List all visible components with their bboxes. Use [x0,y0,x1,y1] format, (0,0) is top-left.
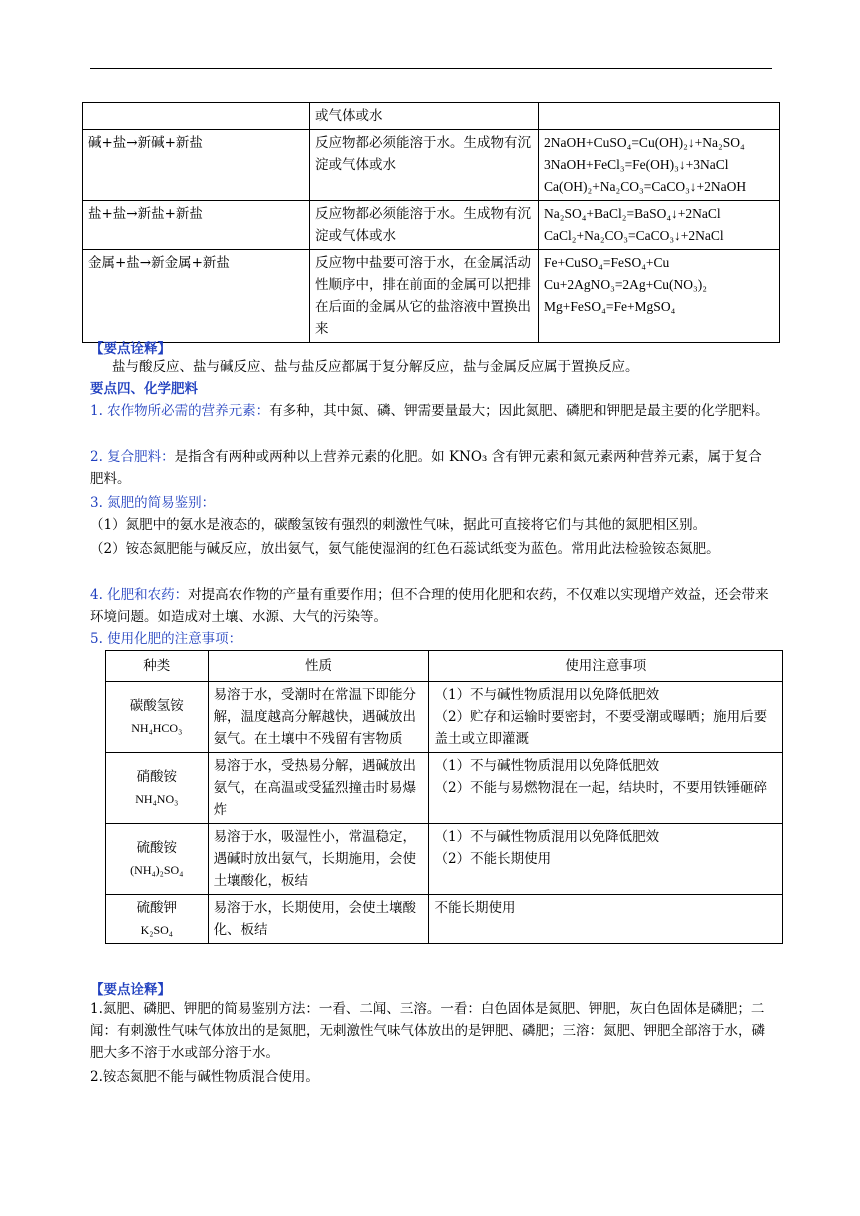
fertilizer-name-cell [106,682,209,753]
condition-cell: 反应物都必须能溶于水。生成物有沉淀或气体或水 [310,201,539,250]
point-4 [90,584,774,628]
equation: Mg+FeSO₄=Fe+MgSO₄ [544,299,676,314]
property-cell: 易溶于水，长期使用，会使土壤酸化、板结 [208,895,429,944]
note-title: 【要点诠释】 [90,341,171,357]
usage-cell [429,753,783,824]
usage-cell [429,824,783,895]
usage-note: （1）不与碱性物质混用以免降低肥效 [434,758,660,774]
usage-note: （2）不能长期使用 [434,851,552,867]
column-header: 使用注意事项 [429,651,783,682]
column-header: 种类 [106,651,209,682]
condition-cell: 或气体或水 [310,103,539,130]
equation: 3NaOH+FeCl₃=Fe(OH)₃↓+3NaCl [544,157,729,172]
fertilizer-name: 硫酸铵 [136,840,178,856]
example-cell [539,201,780,250]
fertilizer-name: 碳酸氢铵 [129,698,184,714]
property-cell: 易溶于水，受热易分解，遇碱放出氨气，在高温或受猛烈撞击时易爆炸 [208,753,429,824]
fertilizer-name: 硫酸钾 [136,900,178,916]
usage-note: （2）不能与易燃物混在一起，结块时，不要用铁锤砸碎 [434,780,768,796]
point-heading: 2. 复合肥料： [90,449,175,465]
header-rule [90,68,772,69]
condition-cell: 反应物都必须能溶于水。生成物有沉淀或气体或水 [310,130,539,201]
usage-cell [429,895,783,944]
table-row [106,895,783,944]
point-3-heading: 3. 氮肥的简易鉴别： [90,495,216,511]
section-title: 要点四、化学肥料 [90,381,198,397]
point-heading: 1. 农作物所必需的营养元素： [90,403,270,419]
equation: Na₂SO₄+BaCl₂=BaSO₄↓+2NaCl [544,206,721,221]
usage-note: （1）不与碱性物质混用以免降低肥效 [434,829,660,845]
condition-cell: 反应物中盐要可溶于水，在金属活动性顺序中，排在前面的金属可以把排在后面的金属从它的盐溶液中置换出来 [310,250,539,343]
equation: Fe+CuSO₄=FeSO₄+Cu [544,255,670,270]
reaction-table [82,102,780,343]
example-cell [539,130,780,201]
fertilizer-formula: K₂SO₄ [140,923,173,937]
reaction-type-cell [83,103,310,130]
point-3-line-2: （2）铵态氮肥能与碱反应，放出氨气，氨气能使湿润的红色石蕊试纸变为蓝色。常用此法检验铵态氮肥。 [90,541,720,557]
usage-cell [429,682,783,753]
fertilizer-formula: (NH₄)₂SO₄ [130,863,184,877]
point-3-line-1: （1）氮肥中的氨水是液态的，碳酸氢铵有强烈的刺激性气味，据此可直接将它们与其他的氮肥相区别。 [90,517,707,533]
equation: 2NaOH+CuSO₄=Cu(OH)₂↓+Na₂SO₄ [544,135,745,150]
fertilizer-name-cell [106,753,209,824]
point-body: 对提高农作物的产量有重要作用；但不合理的使用化肥和农药，不仅难以实现增产效益，还会带来环境问题。如造成对土壤、水源、大气的污染等。 [90,587,769,625]
fertilizer-table [105,650,783,944]
usage-note: （1）不与碱性物质混用以免降低肥效 [434,687,660,703]
fertilizer-name-cell [106,895,209,944]
reaction-type-cell: 金属+盐→新金属+新盐 [83,250,310,343]
table-header-row [106,651,783,682]
usage-note: （2）贮存和运输时要密封，不要受潮或曝晒；施用后要盖土或立即灌溉 [434,709,768,747]
fertilizer-name: 硝酸铵 [136,769,178,785]
table-row [83,130,780,201]
example-cell [539,103,780,130]
table-row [106,824,783,895]
table-row [83,103,780,130]
table-row [83,250,780,343]
fertilizer-formula: NH₄NO₃ [135,792,179,806]
equation: CaCl₂+Na₂CO₃=CaCO₃↓+2NaCl [544,228,724,243]
fertilizer-formula: NH₄HCO₃ [131,721,183,735]
property-cell: 易溶于水，吸湿性小，常温稳定，遇碱时放出氨气，长期施用，会使土壤酸化，板结 [208,824,429,895]
table-row [106,682,783,753]
equation: Cu+2AgNO₃=2Ag+Cu(NO₃)₂ [544,277,707,292]
property-cell: 易溶于水，受潮时在常温下即能分解，温度越高分解越快，遇碱放出氨气。在土壤中不残留有害物质 [208,682,429,753]
point-body: 是指含有两种或两种以上营养元素的化肥。如 KNO₃ 含有钾元素和氮元素两种营养元素，属于复合肥料。 [90,449,762,487]
note-paragraph-1: 1.氮肥、磷肥、钾肥的简易鉴别方法：一看、二闻、三溶。一看：白色固体是氮肥、钾肥，灰白色固体是磷肥；二闻：有刺激性气味气体放出的是氮肥，无刺激性气味气体放出的是钾肥、磷肥；三溶：氮肥、钾肥全部溶于水，磷肥大多不溶于水或部分溶于水。 [90,1001,765,1061]
table-row [83,201,780,250]
note-text: 盐与酸反应、盐与碱反应、盐与盐反应都属于复分解反应，盐与金属反应属于置换反应。 [112,359,639,375]
point-1 [90,400,774,422]
equation: Ca(OH)₂+Na₂CO₃=CaCO₃↓+2NaOH [544,179,747,194]
fertilizer-name-cell [106,824,209,895]
point-5-heading: 5. 使用化肥的注意事项： [90,631,243,647]
note-paragraph-2: 2.铵态氮肥不能与碱性物质混合使用。 [90,1069,319,1085]
usage-note: 不能长期使用 [434,900,516,916]
note-title: 【要点诠释】 [90,982,171,998]
column-header: 性质 [208,651,429,682]
point-2 [90,446,774,490]
point-heading: 4. 化肥和农药： [90,587,189,603]
table-row [106,753,783,824]
point-body: 有多种，其中氮、磷、钾需要量最大；因此氮肥、磷肥和钾肥是最主要的化学肥料。 [269,403,769,419]
reaction-type-cell: 盐+盐→新盐+新盐 [83,201,310,250]
example-cell [539,250,780,343]
reaction-type-cell: 碱+盐→新碱+新盐 [83,130,310,201]
